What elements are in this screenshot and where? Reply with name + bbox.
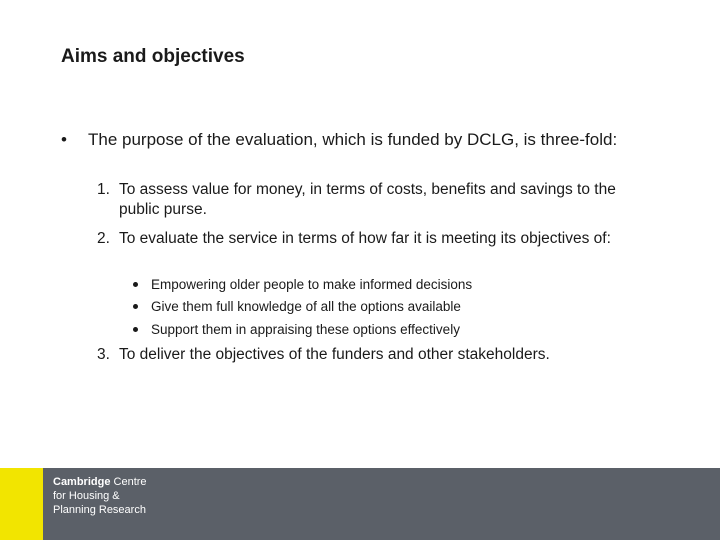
sub-bullet-text: Empowering older people to make informed decisions bbox=[151, 277, 473, 292]
footer-accent bbox=[0, 468, 43, 540]
logo-line-3: Planning Research bbox=[53, 504, 146, 516]
sub-bullet-text: Support them in appraising these options effectively bbox=[151, 322, 460, 337]
footer-bar bbox=[0, 468, 720, 540]
organization-logo bbox=[53, 475, 147, 517]
bullet-dot-icon bbox=[133, 327, 138, 332]
numbered-item-number: 3. bbox=[97, 346, 110, 363]
bullet-dot-icon bbox=[133, 282, 138, 287]
logo-line-1 bbox=[53, 475, 147, 489]
main-bullet-text: The purpose of the evaluation, which is funded by DCLG, is three-fold: bbox=[88, 130, 618, 149]
sub-bullet-text: Give them full knowledge of all the options available bbox=[151, 299, 461, 314]
bullet-marker: • bbox=[61, 130, 67, 149]
logo-rest-text: Centre bbox=[110, 476, 147, 488]
logo-line-2: for Housing & bbox=[53, 490, 120, 502]
numbered-item-number: 2. bbox=[97, 230, 110, 247]
numbered-item-text: To assess value for money, in terms of costs, benefits and savings to the public purse. bbox=[119, 181, 616, 218]
numbered-item-text: To deliver the objectives of the funders and other stakeholders. bbox=[119, 346, 550, 363]
logo-bold-text: Cambridge bbox=[53, 476, 111, 488]
page-title: Aims and objectives bbox=[61, 46, 245, 67]
numbered-item-text: To evaluate the service in terms of how far it is meeting its objectives of: bbox=[119, 230, 611, 247]
bullet-dot-icon bbox=[133, 304, 138, 309]
numbered-item-number: 1. bbox=[97, 181, 110, 198]
